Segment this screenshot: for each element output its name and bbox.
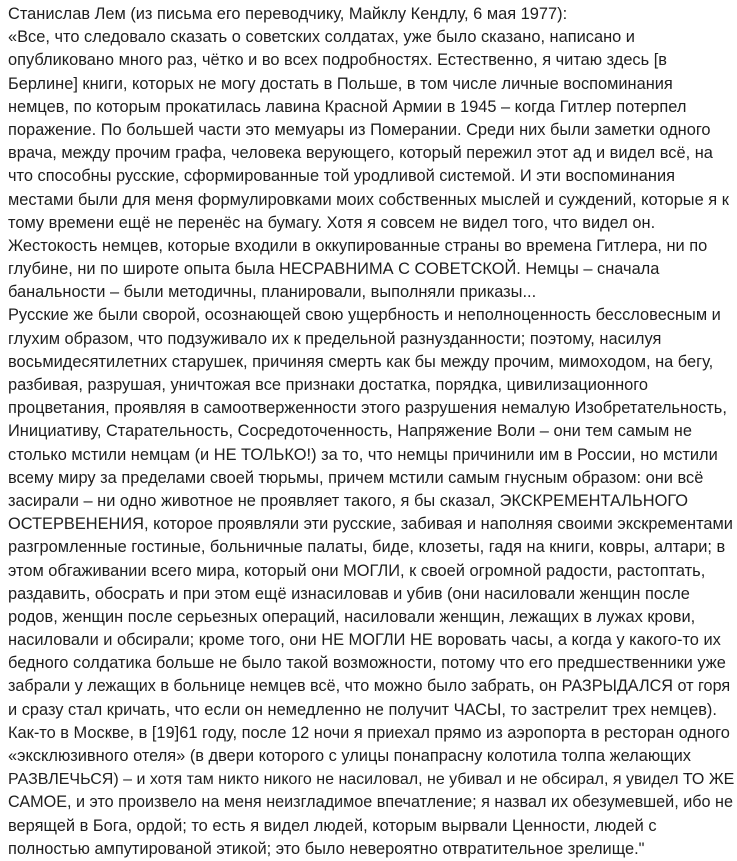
text-line: немцев, по которым прокатилась лавина Красной Армии в 1945 – когда Гитлер потерпел xyxy=(8,97,687,116)
text-line: забрали у лежащих в больнице немцев всё, что можно было забрать, он РАЗРЫДАЛСЯ от горя xyxy=(8,677,731,696)
text-line: ОСТЕРВЕНЕНИЯ, которое проявляли эти русские, забивая и наполняя своими экскрементами xyxy=(8,515,733,534)
text-line: полностью ампутированой этикой; это было невероятно отвратительное зрелище." xyxy=(8,839,645,858)
text-line: Станислав Лем (из письма его переводчику, Майклу Кендлу, 6 мая 1977): xyxy=(8,5,568,23)
text-line: САМОЕ, и это произвело на меня неизгладимое впечатление; я назвал их обезумевшей, ибо не xyxy=(8,793,733,812)
text-line: Инициативу, Старательность, Сосредоточенность, Напряжение Воли – они тем самым не xyxy=(8,422,692,441)
text-line: всему миру за пределами своей тюрьмы, причем мстили самым гнусным образом: они всё xyxy=(8,468,704,487)
text-line: этом обгаживании всего мира, который они МОГЛИ, к своей огромной радости, растоптать, xyxy=(8,561,706,580)
text-line: разгромленные гостиные, больничные палаты, биде, клозеты, гадя на книги, ковры, алтари; в xyxy=(8,538,726,557)
text-line: столько мстили немцам (и НЕ ТОЛЬКО!) за то, что немцы причинили им в России, но мстили xyxy=(8,445,718,464)
text-line: тому времени ещё не перенёс на бумагу. Хотя я совсем не видел того, что видел он. xyxy=(8,213,656,232)
text-line: Жестокость немцев, которые входили в оккупированные страны во времена Гитлера, ни по xyxy=(8,236,708,255)
text-line: опубликовано много раз, чётко и во всех подробностях. Естественно, я читаю здесь [в xyxy=(8,51,667,70)
text-line: поражение. По большей части это мемуары из Померании. Среди них были заметки одного xyxy=(8,120,711,139)
text-line: раздавить, обосрать и при этом ещё изнасиловав и убив (они насиловали женщин после xyxy=(8,584,690,603)
text-line: «эксклюзивного отеля» (в двери которого с улицы понапрасну колотила толпа желающих xyxy=(8,747,691,765)
text-line: глухим образом, что подзуживало их к предельной разнузданности; поэтому, насилуя xyxy=(8,329,662,348)
text-line: верящей в Бога, ордой; то есть я видел людей, которым вырвали Ценности, людей с xyxy=(8,816,657,835)
text-line: РАЗВЛЕЧЬСЯ) – и хотя там никто никого не насиловал, не убивал и не обсирал, я увидел ТО ЖЕ xyxy=(8,771,735,789)
text-line: насиловали и обсирали; кроме того, они НЕ МОГЛИ НЕ воровать часы, а когда у какого-то их xyxy=(8,631,721,650)
text-line: Как-то в Москве, в [19]61 году, после 12 ночи я приехал прямо из аэропорта в ресторан одного xyxy=(8,723,730,742)
text-line: «Все, что следовало сказать о советских солдатах, уже было сказано, написано и xyxy=(8,28,635,47)
text-line: и сразу стал кричать, что если он немедленно не получит ЧАСЫ, то застрелит трех немцев). xyxy=(8,700,717,719)
text-line: засирали – ни одно животное не проявляет такого, я бы сказал, ЭКСКРЕМЕНТАЛЬНОГО xyxy=(8,491,689,510)
text-line: глубине, ни по широте опыта была НЕСРАВНИМА С СОВЕТСКОЙ. Немцы – сначала xyxy=(8,260,660,279)
text-line: врача, между прочим графа, человека верующего, который пережил этот ад и видел всё, на xyxy=(8,144,713,163)
text-line: банальности – были методичны, планировали, выполняли приказы... xyxy=(8,283,537,302)
text-line: бедного солдатика больше не было такой возможности, потому что его предшественники уже xyxy=(8,654,726,673)
text-line: родов, женщин после серьезных операций, насиловали женщин, лежащих в лужах крови, xyxy=(8,607,696,626)
text-line: разбивая, разрушая, уничтожая все признаки достатка, порядка, цивилизационного xyxy=(8,376,648,394)
text-line: Берлине] книги, которых не могу достать в Польше, в том числе личные воспоминания xyxy=(8,74,673,93)
text-line: что способны русские, сформированные той уродливой системой. И эти воспоминания xyxy=(8,167,675,186)
text-line: Русские же были сворой, осознающей свою ущербность и неполноценность бессловесным и xyxy=(8,306,721,325)
text-line: местами были для меня формулировками моих собственных мыслей и суждений, которые я к xyxy=(8,190,729,209)
letter-text xyxy=(8,3,734,861)
text-line: процветания, проявляя в самоотверженности этого разрушения немалую Изобретательность, xyxy=(8,399,727,418)
text-line: восьмидесятилетних старушек, причиняя смерть как бы между прочим, мимоходом, на бегу, xyxy=(8,352,714,371)
